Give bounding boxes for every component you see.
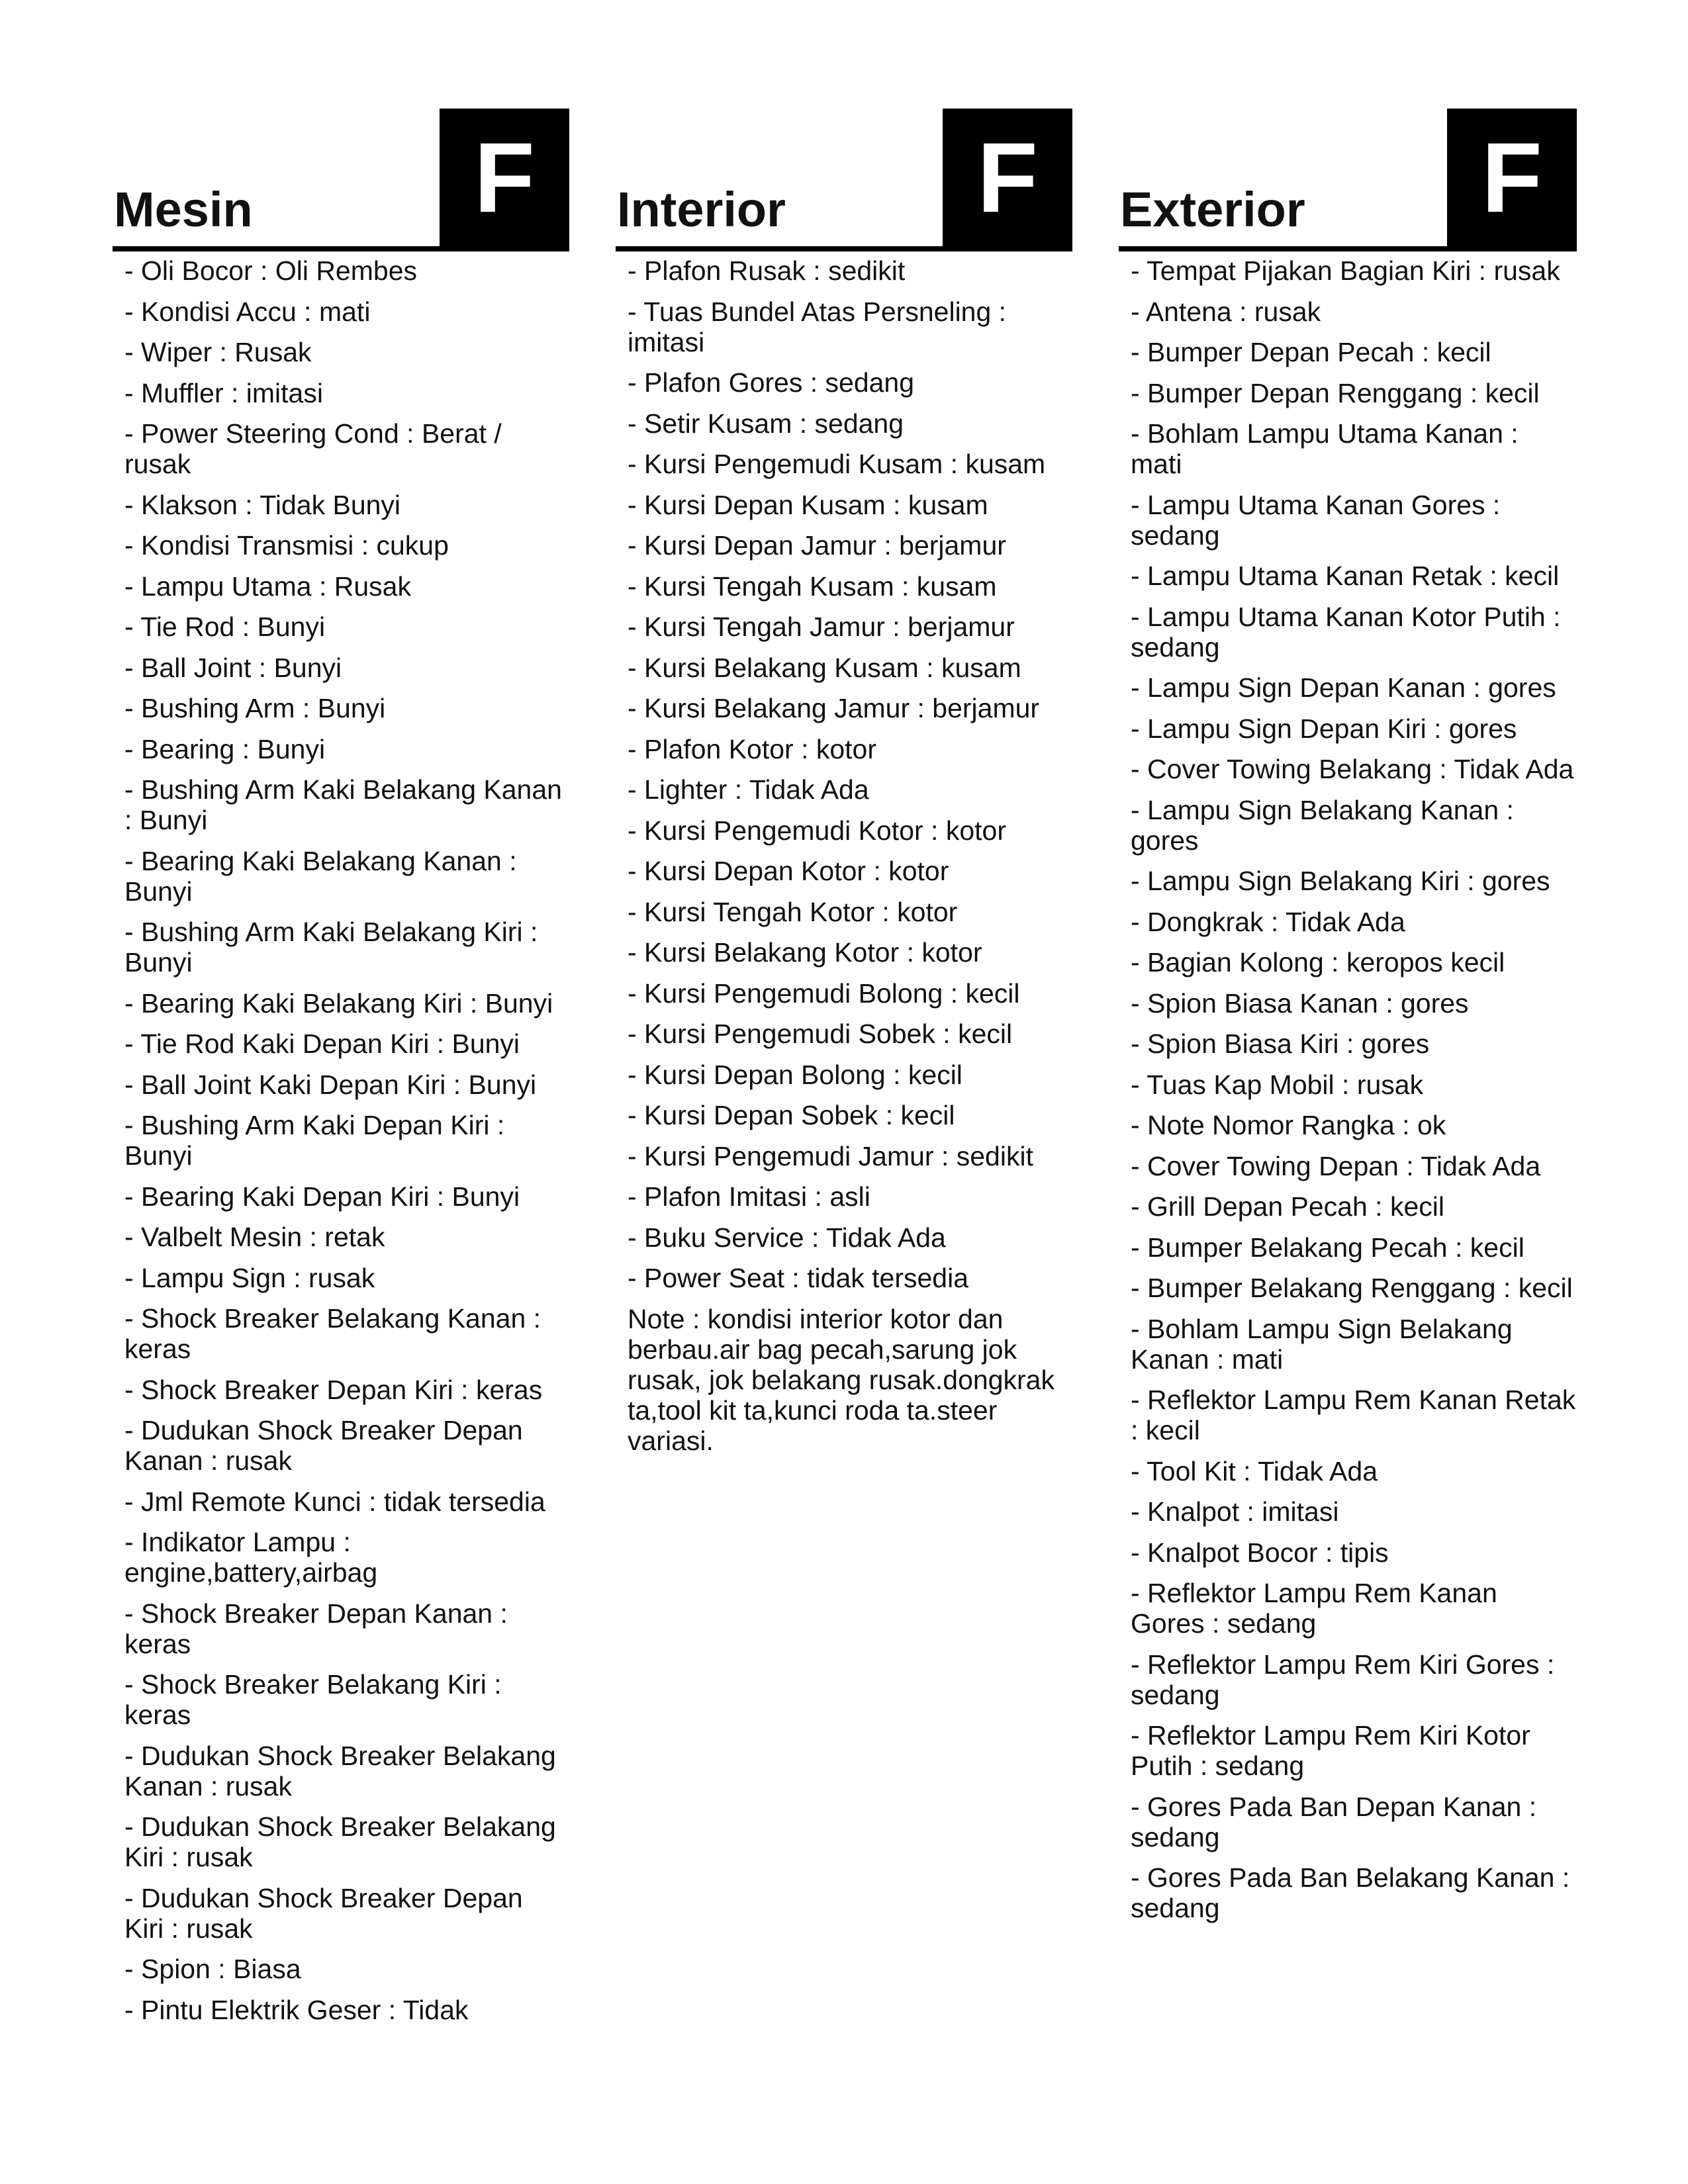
list-item: - Tuas Bundel Atas Persneling : imitasi bbox=[628, 296, 1007, 357]
list-item: - Tie Rod : Bunyi bbox=[124, 612, 326, 642]
list-item: - Ball Joint Kaki Depan Kiri : Bunyi bbox=[124, 1069, 537, 1100]
list-item: - Bushing Arm Kaki Depan Kiri : Bunyi bbox=[124, 1110, 505, 1171]
list-item: - Pintu Elektrik Geser : Tidak bbox=[124, 1994, 469, 2025]
list-item: - Wiper : Rusak bbox=[124, 337, 312, 367]
list-item: - Knalpot : imitasi bbox=[1131, 1496, 1339, 1527]
section-title: Interior bbox=[617, 182, 786, 237]
list-item: - Bearing Kaki Belakang Kiri : Bunyi bbox=[124, 987, 553, 1019]
interior-note: Note : kondisi interior kotor dan berbau.air bag pecah,sarung jok rusak, jok belakang rusak.dongkrak ta,tool kit ta,kunci roda ta.steer variasi. bbox=[628, 1303, 1055, 1456]
list-item: - Shock Breaker Depan Kiri : keras bbox=[124, 1374, 543, 1405]
list-item: - Kursi Tengah Kotor : kotor bbox=[628, 896, 958, 927]
list-item: - Indikator Lampu : engine,battery,airbag bbox=[124, 1527, 378, 1588]
list-item: - Reflektor Lampu Rem Kiri Gores : sedang bbox=[1131, 1649, 1555, 1710]
list-item: - Reflektor Lampu Rem Kiri Kotor Putih : sedang bbox=[1131, 1720, 1530, 1781]
section-header-interior bbox=[616, 106, 1072, 251]
list-item: - Lighter : Tidak Ada bbox=[628, 774, 869, 805]
list-item: - Bumper Belakang Pecah : kecil bbox=[1131, 1232, 1524, 1263]
list-item: - Gores Pada Ban Belakang Kanan : sedang bbox=[1131, 1862, 1570, 1923]
grade-badge: F bbox=[943, 109, 1072, 246]
list-item: - Valbelt Mesin : retak bbox=[124, 1222, 385, 1252]
list-item: - Power Steering Cond : Berat / rusak bbox=[124, 418, 502, 479]
list-item: - Kursi Belakang Kotor : kotor bbox=[628, 937, 982, 968]
list-item: - Klakson : Tidak Bunyi bbox=[124, 489, 401, 520]
list-item: - Lampu Sign Belakang Kanan : gores bbox=[1131, 794, 1514, 856]
list-item: - Kursi Tengah Kusam : kusam bbox=[628, 570, 997, 602]
list-item: - Kursi Belakang Kusam : kusam bbox=[628, 652, 1021, 683]
section-header-mesin bbox=[113, 106, 569, 251]
list-item: - Shock Breaker Belakang Kiri : keras bbox=[124, 1669, 502, 1730]
list-item: - Shock Breaker Depan Kanan : keras bbox=[124, 1598, 508, 1659]
list-item: - Bumper Depan Renggang : kecil bbox=[1131, 377, 1540, 408]
list-item: - Dudukan Shock Breaker Depan Kanan : rusak bbox=[124, 1415, 523, 1476]
list-item: - Lampu Sign Belakang Kiri : gores bbox=[1131, 866, 1550, 896]
list-item: - Kondisi Accu : mati bbox=[124, 296, 371, 327]
list-item: - Kursi Pengemudi Sobek : kecil bbox=[628, 1019, 1013, 1049]
list-item: - Jml Remote Kunci : tidak tersedia bbox=[124, 1486, 545, 1517]
list-item: - Ball Joint : Bunyi bbox=[124, 652, 342, 683]
list-item: - Spion Biasa Kiri : gores bbox=[1131, 1028, 1430, 1059]
list-item: - Spion : Biasa bbox=[124, 1954, 301, 1984]
list-item: - Lampu Sign Depan Kiri : gores bbox=[1131, 713, 1517, 744]
list-item: - Antena : rusak bbox=[1131, 296, 1321, 327]
list-item: - Bohlam Lampu Sign Belakang Kanan : mati bbox=[1131, 1313, 1513, 1375]
list-item: - Bearing : Bunyi bbox=[124, 733, 326, 764]
condition-list bbox=[1131, 255, 1577, 1934]
list-item: - Dudukan Shock Breaker Belakang Kiri : rusak bbox=[124, 1811, 556, 1872]
list-item: - Lampu Sign Depan Kanan : gores bbox=[1131, 672, 1556, 703]
list-item: - Oli Bocor : Oli Rembes bbox=[124, 255, 417, 286]
list-item: - Kursi Pengemudi Bolong : kecil bbox=[628, 978, 1020, 1009]
list-item: - Tempat Pijakan Bagian Kiri : rusak bbox=[1131, 255, 1560, 286]
condition-list bbox=[628, 255, 1072, 1466]
list-item: - Power Seat : tidak tersedia bbox=[628, 1263, 969, 1293]
list-item: - Kursi Belakang Jamur : berjamur bbox=[628, 693, 1040, 723]
list-item: - Grill Depan Pecah : kecil bbox=[1131, 1191, 1444, 1222]
list-item: - Cover Towing Belakang : Tidak Ada bbox=[1131, 754, 1574, 784]
list-item: - Plafon Rusak : sedikit bbox=[628, 255, 906, 286]
condition-list bbox=[124, 255, 569, 2035]
list-item: - Knalpot Bocor : tipis bbox=[1131, 1537, 1389, 1568]
list-item: - Kursi Depan Bolong : kecil bbox=[628, 1059, 962, 1090]
list-item: - Plafon Gores : sedang bbox=[628, 367, 915, 398]
list-item: - Shock Breaker Belakang Kanan : keras bbox=[124, 1303, 541, 1364]
list-item: - Dongkrak : Tidak Ada bbox=[1131, 906, 1405, 937]
list-item: - Tool Kit : Tidak Ada bbox=[1131, 1455, 1378, 1486]
list-item: - Spion Biasa Kanan : gores bbox=[1131, 987, 1469, 1019]
list-item: - Reflektor Lampu Rem Kanan Retak : kecil bbox=[1131, 1385, 1576, 1445]
list-item: - Bushing Arm : Bunyi bbox=[124, 693, 386, 723]
list-item: - Bushing Arm Kaki Belakang Kanan : Bunyi bbox=[124, 774, 562, 835]
list-item: - Lampu Utama Kanan Gores : sedang bbox=[1131, 489, 1501, 551]
list-item: - Bagian Kolong : keropos kecil bbox=[1131, 947, 1505, 978]
section-header-exterior bbox=[1119, 106, 1577, 251]
list-item: - Kursi Pengemudi Jamur : sedikit bbox=[628, 1140, 1033, 1171]
list-item: - Cover Towing Depan : Tidak Ada bbox=[1131, 1150, 1541, 1181]
list-item: - Kursi Depan Kotor : kotor bbox=[628, 856, 949, 886]
list-item: - Dudukan Shock Breaker Depan Kiri : rusak bbox=[124, 1882, 523, 1944]
list-item: - Kursi Depan Sobek : kecil bbox=[628, 1100, 955, 1130]
grade-badge: F bbox=[1447, 109, 1577, 246]
list-item: - Dudukan Shock Breaker Belakang Kanan : rusak bbox=[124, 1740, 556, 1801]
list-item: - Bumper Belakang Renggang : kecil bbox=[1131, 1273, 1573, 1303]
list-item: - Plafon Kotor : kotor bbox=[628, 733, 877, 764]
list-item: - Bumper Depan Pecah : kecil bbox=[1131, 337, 1491, 367]
list-item: - Lampu Utama : Rusak bbox=[124, 570, 411, 602]
list-item: - Lampu Utama Kanan Retak : kecil bbox=[1131, 561, 1560, 591]
list-item: - Kursi Tengah Jamur : berjamur bbox=[628, 612, 1015, 642]
section-title: Exterior bbox=[1120, 182, 1305, 237]
list-item: - Bushing Arm Kaki Belakang Kiri : Bunyi bbox=[124, 917, 538, 978]
list-item: - Kursi Depan Kusam : kusam bbox=[628, 489, 988, 520]
grade-badge: F bbox=[440, 109, 569, 246]
section-title: Mesin bbox=[114, 182, 253, 237]
list-item: - Kursi Pengemudi Kusam : kusam bbox=[628, 449, 1046, 479]
list-item: - Setir Kusam : sedang bbox=[628, 408, 904, 439]
list-item: - Kondisi Transmisi : cukup bbox=[124, 530, 449, 561]
list-item: - Kursi Depan Jamur : berjamur bbox=[628, 530, 1006, 561]
list-item: - Bohlam Lampu Utama Kanan : mati bbox=[1131, 418, 1519, 479]
list-item: - Buku Service : Tidak Ada bbox=[628, 1222, 946, 1253]
list-item: - Plafon Imitasi : asli bbox=[628, 1181, 870, 1212]
list-item: - Gores Pada Ban Depan Kanan : sedang bbox=[1131, 1791, 1537, 1852]
list-item: - Muffler : imitasi bbox=[124, 377, 323, 408]
list-item: - Reflektor Lampu Rem Kanan Gores : sedang bbox=[1131, 1578, 1497, 1639]
list-item: - Lampu Sign : rusak bbox=[124, 1262, 375, 1293]
list-item: - Bearing Kaki Belakang Kanan : Bunyi bbox=[124, 845, 517, 907]
list-item: - Kursi Pengemudi Kotor : kotor bbox=[628, 815, 1006, 846]
list-item: - Tie Rod Kaki Depan Kiri : Bunyi bbox=[124, 1028, 520, 1059]
list-item: - Lampu Utama Kanan Kotor Putih : sedang bbox=[1131, 601, 1561, 662]
list-item: - Tuas Kap Mobil : rusak bbox=[1131, 1069, 1424, 1100]
list-item: - Bearing Kaki Depan Kiri : Bunyi bbox=[124, 1181, 520, 1212]
list-item: - Note Nomor Rangka : ok bbox=[1131, 1110, 1446, 1140]
